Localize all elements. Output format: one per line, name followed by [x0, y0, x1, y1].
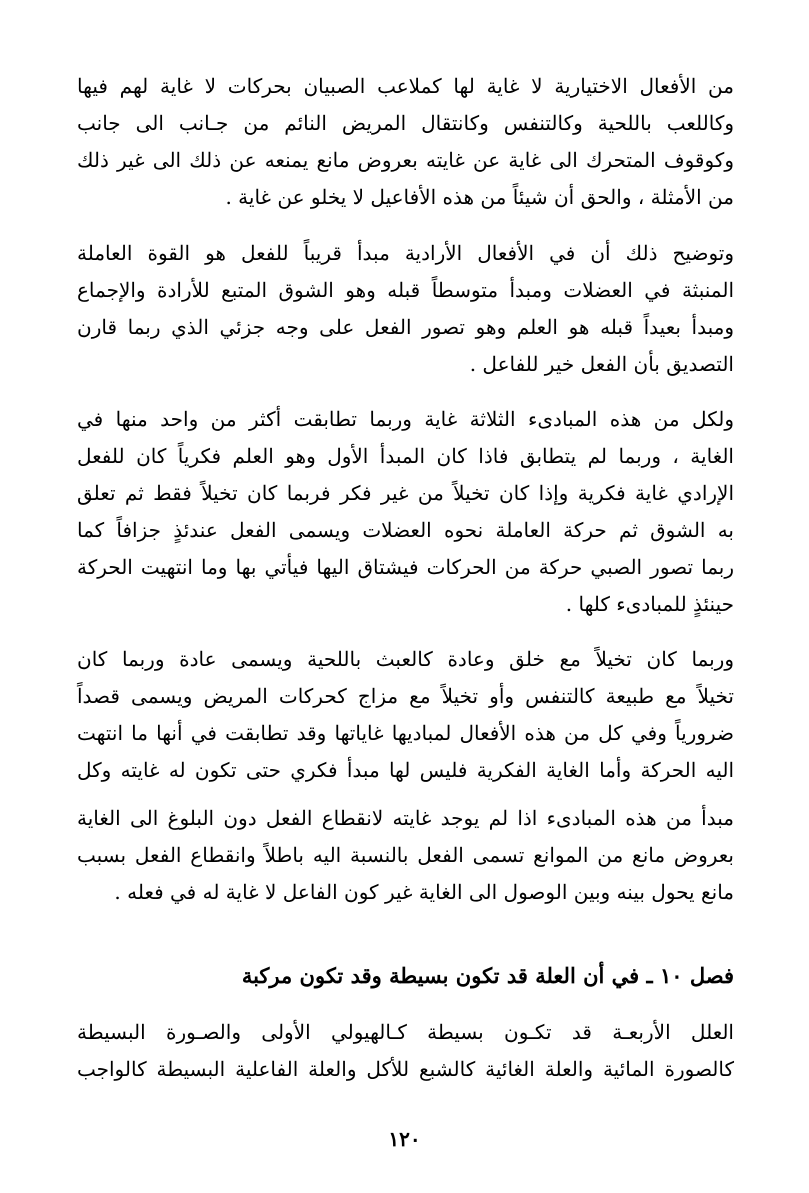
text-line: التصديق بأن الفعل خير للفاعل .	[469, 352, 734, 376]
text-line: ولكل من هذه المبادىء الثلاثة غاية وربما تطابقت أكثر من واحد منها في	[77, 407, 734, 431]
text-line: ومبدأ بعيداً قبله هو العلم وهو تصور الفعل على وجه جزئي الذي ربما قارن	[77, 315, 734, 339]
text-line: وتوضيح ذلك أن في الأفعال الأرادية مبدأ قريباً للفعل هو القوة العاملة	[77, 241, 734, 265]
text-line: وكاللعب باللحية وكالتنفس وكانتقال المريض النائم من جـانب الى جانب	[77, 111, 734, 135]
text-line: وكوقوف المتحرك الى غاية عن غايته بعروض مانع يمنعه عن ذلك الى غير ذلك	[77, 148, 734, 172]
text-line: مبدأ من هذه المبادىء اذا لم يوجد غايته لانقطاع الفعل دون البلوغ الى الغاية	[77, 806, 734, 830]
text-line: مانع يحول بينه وبين الوصول الى الغاية غير كون الفاعل لا غاية له في فعله .	[114, 880, 734, 904]
text-line: كالصورة المائية والعلة الغائية كالشبع للأكل والعلة الفاعلية البسيطة كالواجب	[77, 1057, 734, 1081]
text-line: ضرورياً وفي كل من هذه الأفعال لمباديها غاياتها وقد تطابقت في أنها ما انتهت	[77, 721, 734, 745]
text-line: ربما تصور الصبي حركة من الحركات فيشتاق اليها فيأتي بها وما انتهيت الحركة	[77, 555, 734, 579]
text-line: الإرادي غاية فكرية وإذا كان تخيلاً من غير فكر فربما كان تخيلاً فقط ثم تعلق	[77, 481, 734, 505]
text-line: وربما كان تخيلاً مع خلق وعادة كالعبث باللحية ويسمى عادة وربما كان	[77, 647, 734, 671]
text-line: اليه الحركة وأما الغاية الفكرية فليس لها مبدأ فكري حتى تكون له غايته وكل	[77, 758, 734, 782]
text-line: من الأمثلة ، والحق أن شيئاً من هذه الأفاعيل لا يخلو عن غاية .	[225, 185, 734, 209]
section-heading: فصل ١٠ ـ في أن العلة قد تكون بسيطة وقد تكون مركبة	[241, 963, 734, 988]
text-line: العلل الأربعـة قد تكـون بسيطة كـالهيولي الأولى والصـورة البسيطة	[77, 1020, 734, 1044]
text-line: الغاية ، وربما لم يتطابق فاذا كان المبدأ الأول وهو العلم فكرياً كان للفعل	[77, 444, 734, 468]
text-line: تخيلاً مع طبيعة كالتنفس وأو تخيلاً مع مزاج كحركات المريض ويسمى قصداً	[77, 684, 734, 708]
page-number: ١٢٠	[388, 1127, 421, 1151]
text-line: من الأفعال الاختيارية لا غاية لها كملاعب الصبيان بحركات لا غاية لهم فيها	[77, 74, 734, 98]
text-line: المنبثة في العضلات ومبدأ متوسطاً قبله وهو الشوق المتبع للأرادة والإجماع	[77, 278, 734, 302]
text-line: به الشوق ثم حركة العاملة نحوه العضلات ويسمى الفعل عندئذٍ جزافاً كما	[77, 518, 734, 542]
text-line: بعروض مانع من الموانع تسمى الفعل بالنسبة اليه باطلاً وانقطاع الفعل بسبب	[77, 843, 734, 867]
text-line: حينئذٍ للمبادىء كلها .	[565, 592, 734, 616]
